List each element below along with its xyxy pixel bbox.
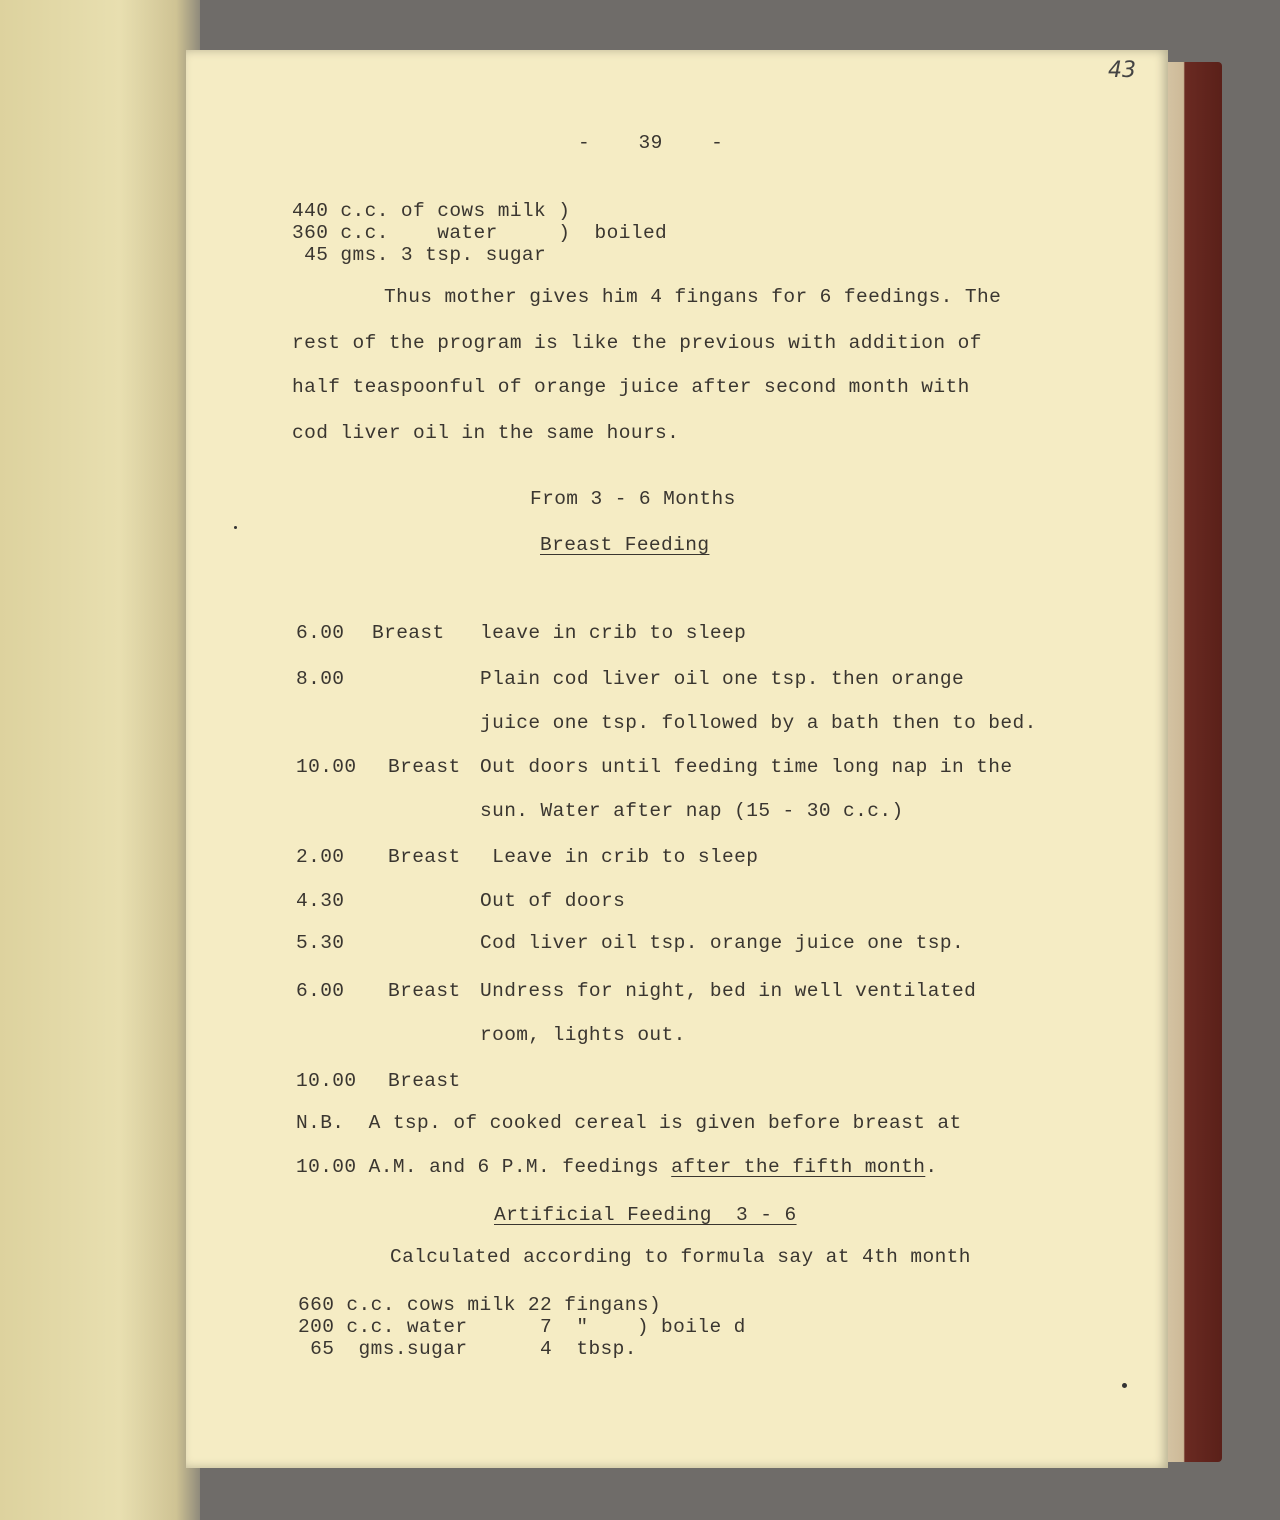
schedule-text: Leave in crib to sleep bbox=[480, 846, 759, 868]
formula-line: 200 c.c. water 7 " ) boile d bbox=[298, 1316, 746, 1338]
schedule-text: Out doors until feeding time long nap in the bbox=[480, 756, 1013, 778]
paragraph-line: half teaspoonful of orange juice after second month with bbox=[292, 376, 970, 398]
schedule-label: Breast bbox=[388, 980, 461, 1002]
formula-line: 440 c.c. of cows milk ) bbox=[292, 200, 571, 222]
folio-number: 43 bbox=[1108, 58, 1136, 83]
nb-line-2 bbox=[296, 1156, 937, 1178]
formula-line: 660 c.c. cows milk 22 fingans) bbox=[298, 1294, 662, 1316]
artificial-feeding-heading: Artificial Feeding 3 - 6 bbox=[494, 1204, 797, 1226]
formula-line: 45 gms. 3 tsp. sugar bbox=[292, 244, 547, 266]
schedule-text: Cod liver oil tsp. orange juice one tsp. bbox=[480, 932, 965, 954]
schedule-text: Out of doors bbox=[480, 890, 626, 912]
ink-dot bbox=[1122, 1383, 1127, 1388]
schedule-time: 4.30 bbox=[296, 890, 345, 912]
calculation-line: Calculated according to formula say at 4th month bbox=[390, 1246, 971, 1268]
schedule-time: 5.30 bbox=[296, 932, 345, 954]
paragraph-line: rest of the program is like the previous with addition of bbox=[292, 332, 982, 354]
subsection-heading: Breast Feeding bbox=[540, 534, 710, 556]
nb-line: N.B. A tsp. of cooked cereal is given before breast at bbox=[296, 1112, 962, 1134]
schedule-time: 10.00 bbox=[296, 756, 357, 778]
facing-page-left bbox=[0, 0, 200, 1520]
schedule-label: Breast bbox=[388, 1070, 461, 1092]
schedule-time: 6.00 bbox=[296, 980, 345, 1002]
schedule-text: Plain cod liver oil one tsp. then orange bbox=[480, 668, 965, 690]
schedule-text: room, lights out. bbox=[480, 1024, 686, 1046]
schedule-text: Undress for night, bed in well ventilated bbox=[480, 980, 977, 1002]
page-number: - 39 - bbox=[578, 132, 724, 154]
nb-text: 10.00 A.M. and 6 P.M. feedings bbox=[296, 1156, 672, 1178]
schedule-text: leave in crib to sleep bbox=[480, 622, 747, 644]
formula-line: 65 gms.sugar 4 tbsp. bbox=[298, 1338, 637, 1360]
schedule-label: Breast bbox=[388, 846, 461, 868]
paragraph-line: Thus mother gives him 4 fingans for 6 feedings. The bbox=[384, 286, 1002, 308]
schedule-time: 6.00 bbox=[296, 622, 345, 644]
paragraph-line: cod liver oil in the same hours. bbox=[292, 422, 680, 444]
schedule-time: 10.00 bbox=[296, 1070, 357, 1092]
formula-line: 360 c.c. water ) boiled bbox=[292, 222, 668, 244]
schedule-text: sun. Water after nap (15 - 30 c.c.) bbox=[480, 800, 904, 822]
schedule-time: 2.00 bbox=[296, 846, 345, 868]
ink-dot bbox=[234, 526, 237, 529]
nb-underlined-text: after the fifth month bbox=[671, 1156, 926, 1178]
schedule-label: Breast bbox=[372, 622, 445, 644]
schedule-text: juice one tsp. followed by a bath then to bed. bbox=[480, 712, 1037, 734]
nb-text-end: . bbox=[925, 1156, 938, 1178]
schedule-label: Breast bbox=[388, 756, 461, 778]
section-heading: From 3 - 6 Months bbox=[530, 488, 736, 510]
schedule-time: 8.00 bbox=[296, 668, 345, 690]
